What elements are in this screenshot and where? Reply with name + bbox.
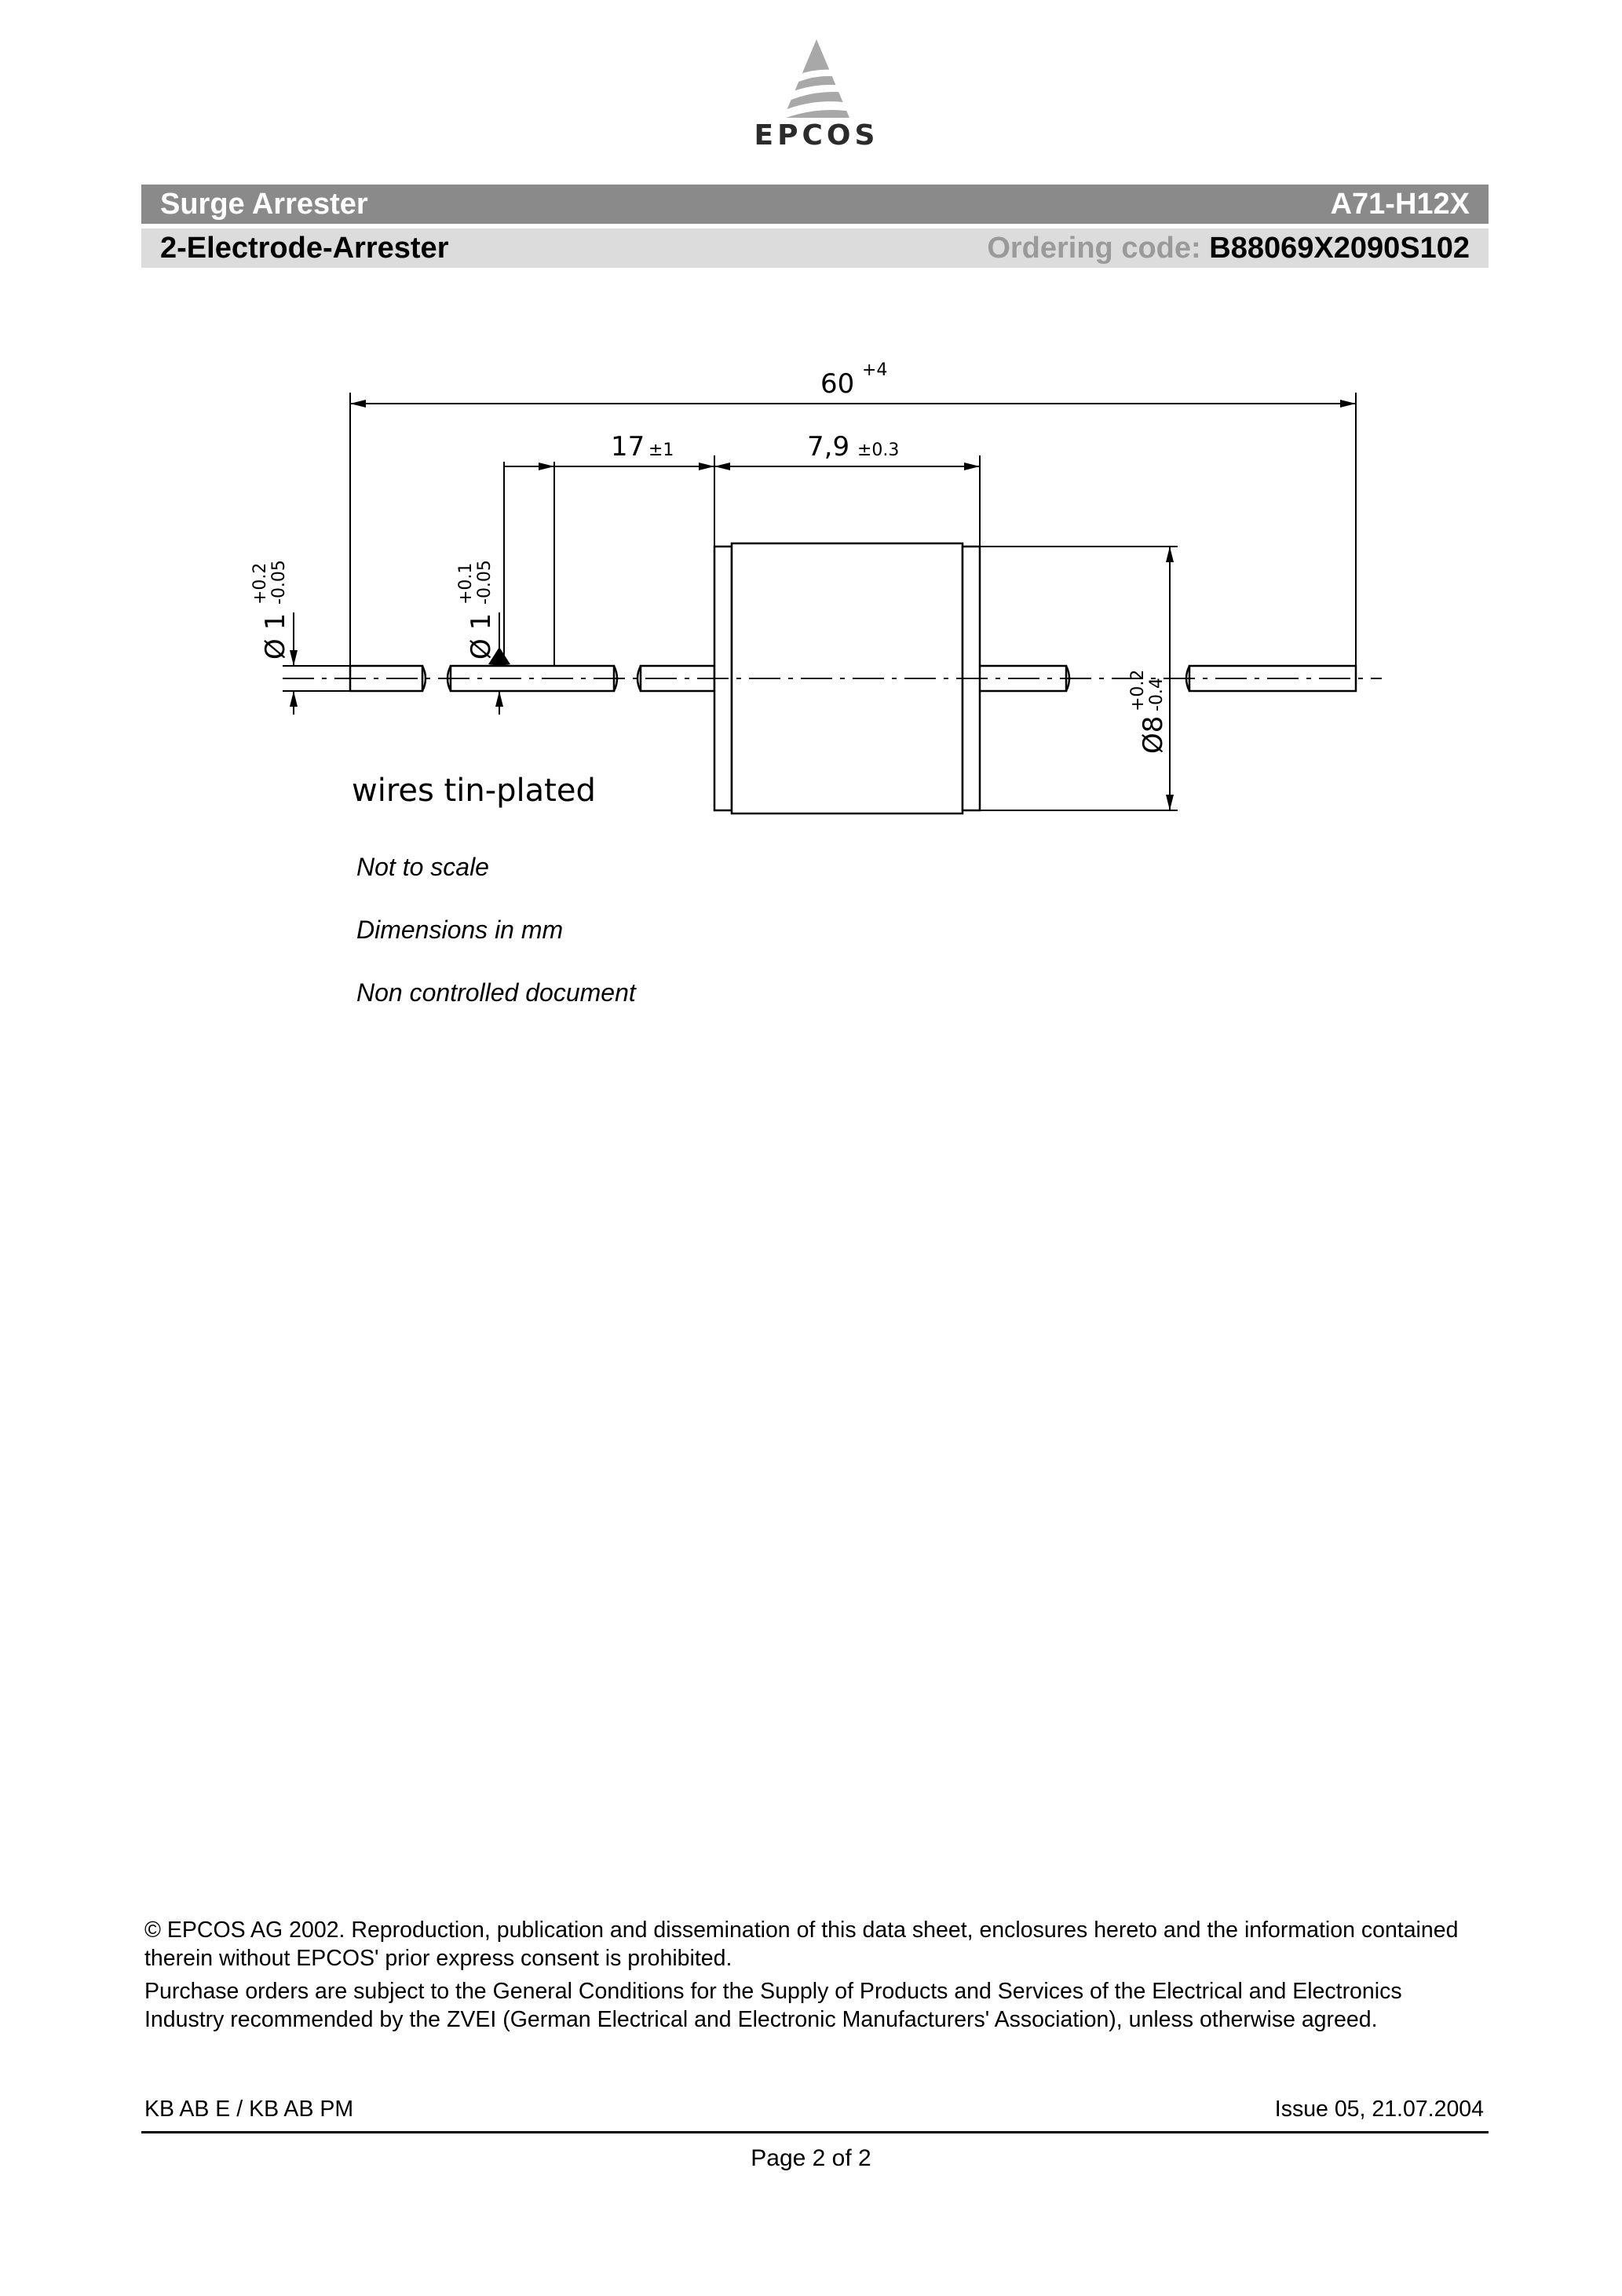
wire-dia-left-tol-plus: +0.2 xyxy=(250,562,270,605)
note-scale: Not to scale xyxy=(356,853,489,881)
note-units: Dimensions in mm xyxy=(356,916,564,944)
wire-length-tol: ±1 xyxy=(648,441,674,460)
body-dia: Ø8 xyxy=(1138,715,1169,754)
body-dia-tol-minus: -0.4 xyxy=(1147,678,1167,711)
note-status: Non controlled document xyxy=(356,978,636,1007)
header-title-bar xyxy=(141,185,1489,224)
footer-copyright: © EPCOS AG 2002. Reproduction, publication and dissemination of this data sheet, enclosures hereto and the information contained therein without EPCOS' prior express consent is prohibited. xyxy=(144,1918,1459,1971)
product-type: 2-Electrode-Arrester xyxy=(160,232,449,265)
header-subtitle-bar xyxy=(141,229,1489,268)
body-length-tol: ±0.3 xyxy=(857,441,900,460)
product-family: Surge Arrester xyxy=(160,188,368,221)
footer-issue: Issue 05, 21.07.2004 xyxy=(1274,2097,1484,2122)
overall-length-tol: +4 xyxy=(862,360,888,380)
wire-dia-mid: Ø 1 xyxy=(466,612,497,660)
body-dia-tol-plus: +0.2 xyxy=(1128,669,1148,711)
body-length: 7,9 xyxy=(807,431,850,462)
ordering-code-line xyxy=(987,229,1470,268)
brand-name: EPCOS xyxy=(754,119,879,152)
ordering-code-label: Ordering code: xyxy=(987,232,1201,265)
page-number: Page 2 of 2 xyxy=(751,2145,871,2171)
wire-note: wires tin-plated xyxy=(352,773,596,809)
wire-dia-mid-tol-minus: -0.05 xyxy=(475,560,495,605)
wire-dia-left-tol-minus: -0.05 xyxy=(269,560,289,605)
ordering-code: B88069X2090S102 xyxy=(1209,232,1470,265)
wire-dia-mid-tol-plus: +0.1 xyxy=(456,562,476,605)
part-number: A71-H12X xyxy=(1330,188,1470,221)
footer-terms: Purchase orders are subject to the General Conditions for the Supply of Products and Services of the Electrical and Electronics Industry recommended by the ZVEI (German Electrical and Electronic Manufacturers' Association), unless otherwise agreed. xyxy=(144,1979,1402,2032)
footer-department: KB AB E / KB AB PM xyxy=(144,2097,354,2122)
dimension-drawing xyxy=(236,345,1413,848)
overall-length: 60 xyxy=(820,368,855,400)
wire-length: 17 xyxy=(611,431,645,462)
wire-dia-left: Ø 1 xyxy=(260,612,291,660)
footer-divider xyxy=(141,2131,1489,2133)
